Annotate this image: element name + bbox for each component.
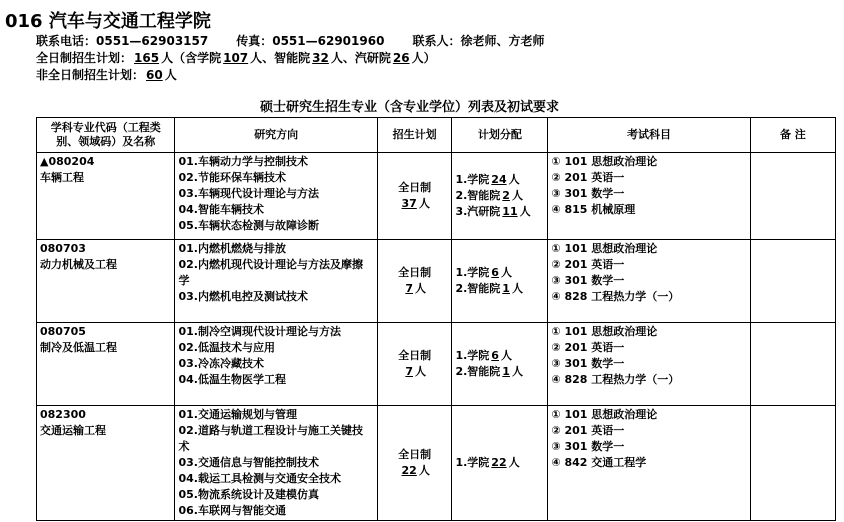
direction-item: 05.物流系统设计及建模仿真 [178,488,319,501]
plan-count [381,463,449,479]
exam-item: ④ 828 工程热力学（一） [551,290,680,303]
exam-item: ① 101 思想政治理论 [551,155,658,168]
distribution-label: 1.学院 [455,173,490,186]
contact-person-label: 联系人： [412,34,461,48]
direction-item: 02.内燃机现代设计理论与方法及摩擦学 [178,258,363,287]
distribution-label: 3.汽研院 [455,205,501,218]
parttime-label: 非全日制招生计划： [36,68,145,82]
column-header-plan: 招生计划 [377,118,452,153]
distribution-number: 6 [491,349,499,362]
exam-item: ① 101 思想政治理论 [551,242,658,255]
table-row [37,153,836,240]
distribution-cell [452,240,548,323]
distribution-number: 24 [491,173,507,186]
direction-item: 01.制冷空调现代设计理论与方法 [178,325,341,338]
exam-item: ① 101 思想政治理论 [551,325,658,338]
direction-item: 04.低温生物医学工程 [178,373,286,386]
fulltime-plan-line [36,49,436,66]
distribution-unit: 人 [500,349,512,362]
table-row [37,240,836,323]
directions-cell [175,323,377,406]
exams-cell [548,406,750,521]
plan-unit: 人 [415,282,426,295]
exam-item: ③ 301 数学一 [551,357,625,370]
exam-item: ④ 842 交通工程学 [551,456,647,469]
direction-item: 03.交通信息与智能控制技术 [178,456,319,469]
parttime-total: 60 [146,68,163,82]
table-row [37,323,836,406]
major-code: ▲080204 [40,155,95,168]
table-row [37,406,836,521]
direction-item: 06.车联网与智能交通 [178,504,286,517]
distribution-cell [452,406,548,521]
distribution-unit: 人 [511,365,523,378]
exam-item: ④ 815 机械原理 [551,203,636,216]
fulltime-text-3: 人、汽研院 [330,51,391,65]
exam-item: ③ 301 数学一 [551,440,625,453]
note-cell [750,240,835,323]
major-code: 080705 [40,325,86,338]
directions-cell [175,406,377,521]
distribution-label: 1.学院 [455,456,490,469]
exam-item: ② 201 英语一 [551,171,625,184]
parttime-unit: 人 [164,68,177,82]
major-name: 制冷及低温工程 [40,341,117,354]
exams-cell [548,240,750,323]
major-name: 交通运输工程 [40,424,106,437]
fulltime-auto: 26 [392,51,410,65]
distribution-unit: 人 [508,456,520,469]
direction-item: 05.车辆状态检测与故障诊断 [178,219,319,232]
distribution-number: 11 [502,205,518,218]
plan-number: 22 [401,464,417,477]
direction-item: 01.车辆动力学与控制技术 [178,155,308,168]
plan-number: 37 [401,197,417,210]
fulltime-text-1: 人（含学院 [161,51,222,65]
exam-item: ④ 828 工程热力学（一） [551,373,680,386]
phone-value: 0551—62903157 [96,34,209,48]
note-cell [750,153,835,240]
distribution-label: 2.智能院 [455,282,501,295]
distribution-item [455,455,544,471]
major-name: 车辆工程 [40,171,84,184]
plan-cell [377,406,452,521]
exam-item: ③ 301 数学一 [551,187,625,200]
direction-item: 01.内燃机燃烧与排放 [178,242,286,255]
plan-cell [377,323,452,406]
column-header-major: 学科专业代码（工程类别、领域码）及名称 [37,118,175,153]
admissions-table [36,117,836,521]
exam-item: ② 201 英语一 [551,424,625,437]
column-header-direction: 研究方向 [175,118,377,153]
distribution-number: 6 [491,266,499,279]
directions-cell [175,153,377,240]
distribution-cell [452,323,548,406]
table-title: 硕士研究生招生专业（含专业学位）列表及初试要求 [260,100,560,115]
plan-number: 7 [405,365,413,378]
distribution-item [455,265,544,281]
plan-unit: 人 [415,365,426,378]
direction-item: 02.节能环保车辆技术 [178,171,286,184]
contact-person-value: 徐老师、方老师 [460,34,545,48]
major-cell [37,153,175,240]
distribution-label: 2.智能院 [455,189,501,202]
fulltime-text-2: 人、智能院 [250,51,311,65]
major-code: 080703 [40,242,86,255]
parttime-plan-line [36,66,177,83]
plan-unit: 人 [418,197,430,210]
column-header-exams: 考试科目 [548,118,750,153]
distribution-unit: 人 [500,266,512,279]
fulltime-college: 107 [223,51,249,65]
contact-line [36,32,544,49]
note-cell [750,323,835,406]
distribution-item [455,364,544,380]
fax-label: 传真： [236,34,273,48]
major-cell [37,406,175,521]
exams-cell [548,153,750,240]
major-name: 动力机械及工程 [40,258,117,271]
table-header-row [37,118,836,153]
distribution-unit: 人 [511,189,523,202]
distribution-item [455,204,544,220]
plan-count [381,196,449,212]
distribution-label: 1.学院 [455,266,490,279]
distribution-item [455,188,544,204]
fulltime-total: 165 [134,51,160,65]
direction-item: 04.智能车辆技术 [178,203,264,216]
major-cell [37,323,175,406]
direction-item: 01.交通运输规划与管理 [178,408,297,421]
phone-label: 联系电话： [36,34,97,48]
distribution-label: 2.智能院 [455,365,501,378]
fax-value: 0551—62901960 [272,34,385,48]
plan-count [381,364,449,380]
plan-unit: 人 [418,464,430,477]
direction-item: 04.载运工具检测与交通安全技术 [178,472,341,485]
fulltime-ai: 32 [312,51,329,65]
plan-label: 全日制 [398,181,432,194]
distribution-unit: 人 [519,205,531,218]
distribution-number: 22 [491,456,507,469]
exam-item: ① 101 思想政治理论 [551,408,658,421]
distribution-unit: 人 [508,173,520,186]
plan-label: 全日制 [398,448,432,461]
distribution-number: 1 [502,282,510,295]
exam-item: ③ 301 数学一 [551,274,625,287]
plan-count [381,281,449,297]
distribution-cell [452,153,548,240]
direction-item: 02.低温技术与应用 [178,341,275,354]
exam-item: ② 201 英语一 [551,341,625,354]
plan-label: 全日制 [398,266,432,279]
direction-item: 03.车辆现代设计理论与方法 [178,187,319,200]
plan-number: 7 [405,282,413,295]
major-cell [37,240,175,323]
exam-item: ② 201 英语一 [551,258,625,271]
direction-item: 03.内燃机电控及测试技术 [178,290,308,303]
fulltime-label: 全日制招生计划： [36,51,133,65]
direction-item: 02.道路与轨道工程设计与施工关键技术 [178,424,363,453]
plan-cell [377,153,452,240]
directions-cell [175,240,377,323]
distribution-item [455,172,544,188]
exams-cell [548,323,750,406]
column-header-notes: 备 注 [750,118,835,153]
distribution-item [455,348,544,364]
note-cell [750,406,835,521]
distribution-number: 1 [502,365,510,378]
distribution-number: 2 [502,189,510,202]
direction-item: 03.冷冻冷藏技术 [178,357,264,370]
plan-label: 全日制 [398,349,432,362]
fulltime-text-4: 人） [411,51,436,65]
college-title: 016 汽车与交通工程学院 [5,11,211,32]
distribution-label: 1.学院 [455,349,490,362]
distribution-item [455,281,544,297]
plan-cell [377,240,452,323]
column-header-distribution: 计划分配 [452,118,548,153]
distribution-unit: 人 [511,282,523,295]
major-code: 082300 [40,408,86,421]
